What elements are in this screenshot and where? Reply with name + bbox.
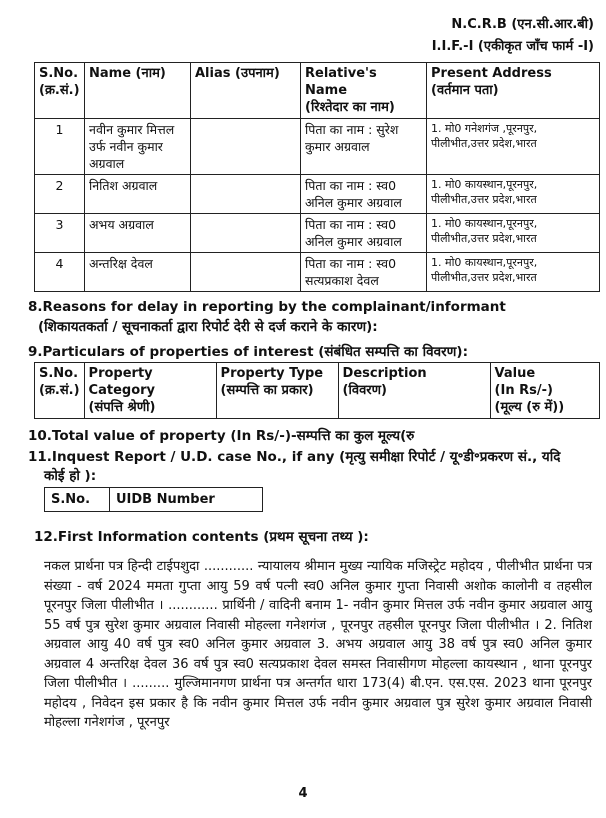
cell-relative: पिता का नाम : स्व0 अनिल कुमार अग्रवाल xyxy=(301,214,427,253)
cell-relative: पिता का नाम : स्व0 अनिल कुमार अग्रवाल xyxy=(301,175,427,214)
section-11-subtitle: कोई हो ): xyxy=(44,468,97,484)
table-row xyxy=(35,119,600,175)
cell-relative: पिता का नाम : स्व0 सत्यप्रकाश देवल xyxy=(301,253,427,292)
cell-alias xyxy=(191,119,301,175)
section-8-subtitle: (शिकायतकर्ता / सूचनाकर्ता द्वारा रिपोर्ट देरी से दर्ज कराने के कारण): xyxy=(38,319,378,335)
cell-name: नितिश अग्रवाल xyxy=(85,175,191,214)
cell-address: 1. मो0 कायस्थान,पूरनपुर, पीलीभीत,उत्तर प्रदेश,भारत xyxy=(427,175,600,214)
cell-alias xyxy=(191,175,301,214)
table-row xyxy=(35,253,600,292)
section-11-title: 11.Inquest Report / U.D. case No., if any (मृत्यु समीक्षा रिपोर्ट / यू॰डी॰प्रकरण सं., यदि xyxy=(28,449,561,465)
col-sno: S.No. xyxy=(45,488,110,512)
cell-name: अभय अग्रवाल xyxy=(85,214,191,253)
section-9-title: 9.Particulars of properties of interest (संबंधित सम्पत्ति का विवरण): xyxy=(28,344,468,360)
cell-relative: पिता का नाम : सुरेश कुमार अग्रवाल xyxy=(301,119,427,175)
uidb-table-header xyxy=(45,488,263,512)
cell-sno: 4 xyxy=(35,253,85,292)
cell-sno: 2 xyxy=(35,175,85,214)
col-alias: Alias (उपनाम) xyxy=(191,63,301,119)
col-sno: S.No. (क्र.सं.) xyxy=(35,363,85,419)
cell-alias xyxy=(191,214,301,253)
cell-address: 1. मो0 कायस्थान,पूरनपुर, पीलीभीत,उत्तर प्रदेश,भारत xyxy=(427,214,600,253)
col-relative: Relative's Name (रिश्तेदार का नाम) xyxy=(301,63,427,119)
header-ncrb: N.C.R.B (एन.सी.आर.बी) xyxy=(451,17,594,32)
section-12-title: 12.First Information contents (प्रथम सूचना तथ्य ): xyxy=(34,529,369,545)
cell-name: अन्तरिक्ष देवल xyxy=(85,253,191,292)
header-form-title: I.I.F.-I (एकीकृत जाँच फार्म -I) xyxy=(431,39,594,54)
cell-name: नवीन कुमार मित्तल उर्फ नवीन कुमार अग्रवाल xyxy=(85,119,191,175)
cell-sno: 3 xyxy=(35,214,85,253)
cell-alias xyxy=(191,253,301,292)
col-name: Name (नाम) xyxy=(85,63,191,119)
col-address: Present Address (वर्तमान पता) xyxy=(427,63,600,119)
table-row xyxy=(35,214,600,253)
cell-sno: 1 xyxy=(35,119,85,175)
accused-table xyxy=(34,62,600,292)
property-table-header xyxy=(35,363,600,419)
section-8-title: 8.Reasons for delay in reporting by the complainant/informant xyxy=(28,299,506,315)
fir-contents: नकल प्रार्थना पत्र हिन्दी टाईपशुदा ............ न्यायालय श्रीमान मुख्य न्यायिक मजिस्ट्रेट महोदय , पीलीभीत प्रार्थना पत्र संख्या - वर्ष 2024 ममता गुप्ता आयु 59 वर्ष पत्नी स्व0 अनिल कुमार गुप्ता निवासी अशोक कालोनी व तहसील पूरनपुर जिला पीलीभीत । ............ प्रार्थिनी / वादिनी बनाम 1- नवीन कुमार मित्तल उर्फ नवीन कुमार अग्रवाल आयु 55 वर्ष पुत्र सुरेश कुमार अग्रवाल निवासी मोहल्ला गनेशगंज , पूरनपुर तहसील पूरनपुर जिला पीलीभीत । 2. नितिश अग्रवाल आयु 40 वर्ष पुत्र स्व0 अनिल कुमार अग्रवाल 3. अभय अग्रवाल आयु 38 वर्ष पुत्र स्व0 अनिल कुमार अग्रवाल 4 अन्तरिक्ष देवल 36 वर्ष पुत्र स्व0 सत्यप्रकाश देवल समस्त निवासीगण मोहल्ला कायस्थान , थाना पूरनपुर जिला पीलीभीत । ......... मुल्जिमानगण प्रार्थना पत्र अन्तर्गत धारा 173(4) बी.एन. एस.एस. 2023 थाना पूरनपुर महोदय , निवेदन इस प्रकार है कि नवीन कुमार मित्तल उर्फ नवीन कुमार अग्रवाल पुत्र सुरेश कुमार अग्रवाल निवासी मोहल्ला गनेशगंज , पूरनपुर xyxy=(44,559,592,730)
uidb-table xyxy=(44,487,263,512)
property-table xyxy=(34,362,600,419)
col-sno: S.No. (क्र.सं.) xyxy=(35,63,85,119)
col-description: Description (विवरण) xyxy=(338,363,490,419)
cell-address: 1. मो0 गनेशगंज ,पूरनपुर, पीलीभीत,उत्तर प्रदेश,भारत xyxy=(427,119,600,175)
col-value: Value (In Rs/-) (मूल्य (रु में)) xyxy=(490,363,599,419)
col-property-category: Property Category (संपत्ति श्रेणी) xyxy=(84,363,216,419)
col-uidb-number: UIDB Number xyxy=(110,488,263,512)
accused-table-header xyxy=(35,63,600,119)
cell-address: 1. मो0 कायस्थान,पूरनपुर, पीलीभीत,उत्तर प्रदेश,भारत xyxy=(427,253,600,292)
page-number: 4 xyxy=(298,786,308,801)
col-property-type: Property Type (सम्पत्ति का प्रकार) xyxy=(216,363,338,419)
table-row xyxy=(35,175,600,214)
section-10-title: 10.Total value of property (In Rs/-)-सम्पत्ति का कुल मूल्य(रु xyxy=(28,428,415,444)
